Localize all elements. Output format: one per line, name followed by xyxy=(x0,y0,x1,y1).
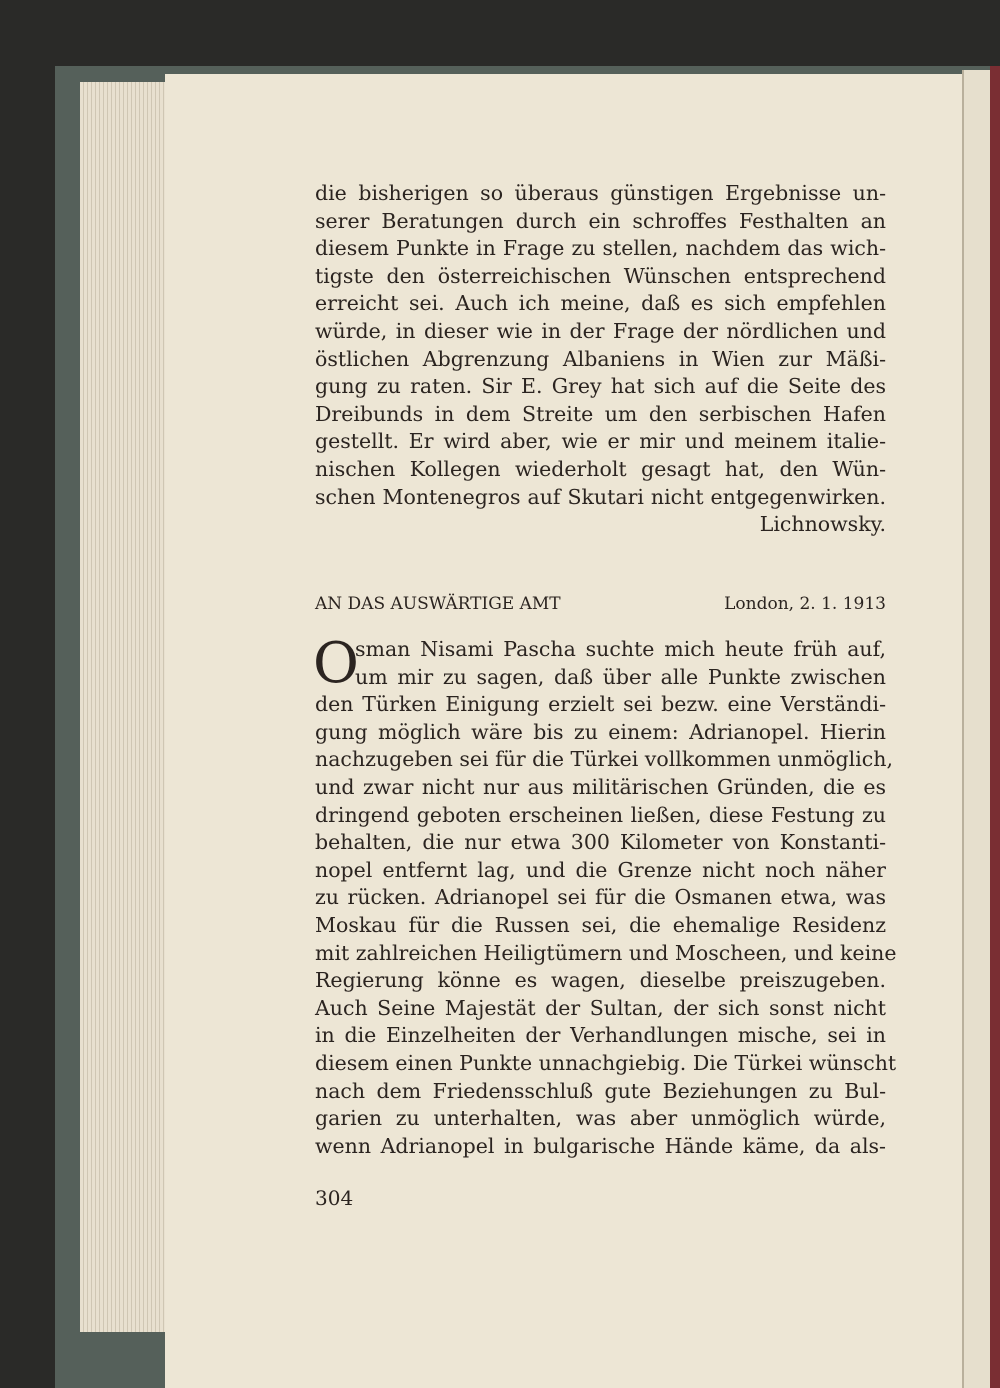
signature: Lichnowsky. xyxy=(759,512,886,537)
text-line: den Türken Einigung erzielt sei bezw. eine Verständi- xyxy=(315,692,886,717)
text-line: gestellt. Er wird aber, wie er mir und meinem italie- xyxy=(315,429,886,454)
text-line: garien zu unterhalten, was aber unmöglich würde, xyxy=(315,1106,886,1131)
text-line: serer Beratungen durch ein schroffes Festhalten an xyxy=(315,208,886,233)
text-line: tigste den österreichischen Wünschen entsprechend xyxy=(315,263,886,288)
text-line: nach dem Friedensschluß gute Beziehungen zu Bul- xyxy=(315,1078,886,1103)
text-line: schen Montenegros auf Skutari nicht entgegenwirken. xyxy=(315,484,886,509)
letter-heading xyxy=(315,594,886,614)
text-line: gung möglich wäre bis zu einem: Adrianopel. Hierin xyxy=(315,719,886,744)
text-line: dringend geboten erscheinen ließen, diese Festung zu xyxy=(315,802,886,827)
text-line: sman Nisami Pascha suchte mich heute früh auf, xyxy=(355,637,886,661)
text-line: wenn Adrianopel in bulgarische Hände käme, da als- xyxy=(315,1133,886,1158)
text-line: erreicht sei. Auch ich meine, daß es sich empfehlen xyxy=(315,291,886,316)
text-line: zu rücken. Adrianopel sei für die Osmanen etwa, was xyxy=(315,885,886,910)
text-line: behalten, die nur etwa 300 Kilometer von Konstanti- xyxy=(315,830,886,855)
text-line: gung zu raten. Sir E. Grey hat sich auf die Seite des xyxy=(315,374,886,399)
text-line: nischen Kollegen wiederholt gesagt hat, den Wün- xyxy=(315,456,886,481)
paragraph-1 xyxy=(315,180,886,539)
text-line: um mir zu sagen, daß über alle Punkte zwischen xyxy=(355,664,886,689)
place-date: London, 2. 1. 1913 xyxy=(724,594,886,614)
text-line: Moskau für die Russen sei, die ehemalige Residenz xyxy=(315,912,886,937)
paragraph-2 xyxy=(313,631,897,1160)
book-spine-edge xyxy=(990,66,1000,1388)
text-line: mit zahlreichen Heiligtümern und Moscheen, und keine xyxy=(315,940,897,965)
text-line: in die Einzelheiten der Verhandlungen mische, sei in xyxy=(315,1023,886,1048)
page-edges xyxy=(80,82,170,1332)
text-line: und zwar nicht nur aus militärischen Gründen, die es xyxy=(315,774,886,799)
text-line: Regierung könne es wagen, dieselbe preiszugeben. xyxy=(315,968,886,993)
text-line: östlichen Abgrenzung Albaniens in Wien zur Mäßi- xyxy=(315,346,886,371)
text-line: nachzugeben sei für die Türkei vollkommen unmöglich, xyxy=(315,747,893,772)
text-line: diesem einen Punkte unnachgiebig. Die Türkei wünscht xyxy=(315,1050,897,1075)
page-number: 304 xyxy=(315,1186,354,1210)
text-line: die bisherigen so überaus günstigen Ergebnisse un- xyxy=(315,181,886,205)
text-line: würde, in dieser wie in der Frage der nördlichen und xyxy=(315,318,886,343)
text-line: nopel entfernt lag, und die Grenze nicht noch näher xyxy=(315,857,886,882)
recipient: AN DAS AUSWÄRTIGE AMT xyxy=(315,594,561,614)
text-line: Auch Seine Majestät der Sultan, der sich sonst nicht xyxy=(315,995,886,1020)
text-line: Dreibunds in dem Streite um den serbischen Hafen xyxy=(315,401,886,426)
drop-cap: O xyxy=(313,631,359,696)
text-line: diesem Punkte in Frage zu stellen, nachdem das wich- xyxy=(315,236,886,261)
